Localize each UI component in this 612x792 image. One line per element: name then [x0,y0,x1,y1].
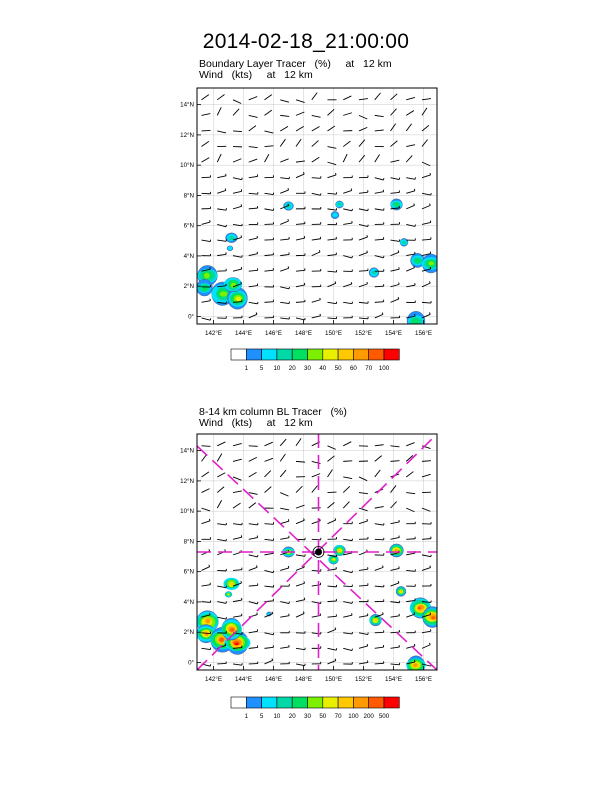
wind-barb [249,645,258,648]
wind-barb [265,633,274,635]
colorbar-swatch [277,697,292,708]
y-tick-label: 10°N [180,162,194,170]
wind-barb [406,472,413,477]
wind-barb [391,645,400,648]
y-tick-label: 14°N [180,447,194,455]
wind-barb [359,477,367,481]
wind-barb [391,446,400,447]
wind-barb [343,502,349,509]
wind-barb [217,454,222,462]
wind-barb [280,566,289,570]
wind-barb [375,538,384,540]
wind-barb [280,631,289,633]
wind-barb [265,442,273,446]
wind-barb [296,648,305,650]
wind-barb [328,599,337,602]
wind-barb [375,585,384,587]
wind-barb [280,536,289,540]
wind-barb [406,537,415,540]
wind-barb [296,486,302,492]
wind-barb [233,503,241,508]
wind-barb [249,446,258,447]
wind-barb [249,503,256,509]
wind-barb [280,439,286,446]
colorbar-label: 500 [378,713,390,720]
wind-barb [391,461,400,462]
y-tick-label: 0° [188,313,194,321]
wind-barb [280,662,289,664]
wind-barb [391,536,400,540]
wind-barb [328,648,337,650]
wind-barb [233,663,242,665]
wind-barb [343,539,352,541]
y-tick-label: 4°N [183,252,194,260]
x-tick-label: 156°E [415,330,432,337]
colorbar-label: 100 [348,713,359,720]
wind-barb [296,518,304,523]
panel2-title-line1: 8-14 km column BL Tracer (%) [199,406,347,418]
colorbar-label: 100 [378,365,390,372]
x-tick-label: 148°E [295,330,312,337]
wind-barb [343,442,351,446]
x-tick-label: 144°E [235,330,252,337]
wind-barb [312,569,321,571]
x-tick-label: 146°E [265,676,282,683]
wind-barb [422,643,430,648]
x-tick-label: 152°E [355,676,372,683]
wind-barb [343,477,352,479]
wind-barb [217,569,226,571]
cross-center-marker [315,549,322,556]
wind-barb [217,617,226,619]
wind-barb [375,565,383,570]
wind-barb [280,508,289,510]
colorbar-label: 5 [259,713,264,720]
wind-barb [312,538,321,540]
wind-barb [391,520,400,524]
wind-barb [217,661,226,663]
wind-barb [265,645,274,648]
tracer-blob [390,544,404,557]
colorbar-label: 5 [259,365,264,372]
colorbar-label: 10 [273,713,281,720]
wind-barb [233,477,241,480]
wind-barb [233,491,242,493]
colorbar-label: 10 [273,365,281,372]
wind-barb [375,456,382,462]
wind-barb [280,645,289,648]
tracer-blob [423,607,443,628]
wind-barb [296,612,304,618]
x-tick-label: 146°E [265,330,282,337]
y-tick-label: 2°N [183,283,194,291]
wind-barb [406,584,415,586]
y-tick-label: 14°N [180,101,194,109]
wind-barb [406,569,415,571]
wind-barb [202,565,210,571]
wind-barb [343,585,352,587]
wind-barb [343,486,350,492]
wind-barb [328,469,333,477]
main-title: 2014-02-18_21:00:00 [202,30,410,53]
wind-barb [217,539,226,541]
colorbar-label: 1 [244,365,249,372]
wind-barb [375,599,384,601]
wind-barb [265,487,272,493]
wind-barb [375,507,384,509]
x-tick-label: 142°E [205,676,222,683]
y-tick-label: 8°N [183,192,194,200]
wind-barb [217,500,221,508]
wind-barb [406,443,414,446]
wind-barb [249,536,258,540]
colorbar-swatch [323,697,338,708]
y-tick-label: 12°N [180,477,194,485]
wind-barb [343,648,352,650]
wind-barb [217,523,226,525]
wind-barb [375,470,381,477]
wind-barb [296,438,301,445]
wind-barb [202,489,210,493]
wind-barb [265,458,273,461]
x-tick-label: 142°E [205,330,222,337]
wind-barb [312,486,318,493]
wind-barb [328,446,336,450]
wind-barb [233,598,242,602]
x-tick-label: 156°E [415,676,432,683]
x-tick-label: 148°E [295,676,312,683]
wind-barb [296,505,305,508]
colorbar-label: 20 [288,713,296,720]
wind-barb [391,630,400,633]
wind-barb [202,600,211,602]
wind-barb [312,583,321,586]
colorbar-swatch [384,697,399,708]
colorbar-swatch [369,697,384,708]
wind-barb [249,583,258,586]
wind-barb [391,566,400,570]
x-tick-label: 154°E [385,676,402,683]
wind-barb [328,518,336,523]
wind-barb [359,493,368,494]
wind-barb [233,523,242,525]
y-tick-label: 6°N [183,222,194,230]
panel2-title-line2: Wind (kts) at 12 km [199,417,313,429]
colorbar-label: 50 [334,365,342,372]
wind-barb [265,471,271,477]
wind-barb [391,485,396,492]
tracer-blob [225,591,232,597]
wind-barb [202,508,211,511]
colorbar-swatch [308,697,323,708]
wind-barb [280,519,289,523]
tracer-blob [369,614,381,626]
wind-barb [202,472,209,477]
wind-barb [312,646,321,648]
wind-barb [249,565,257,570]
colorbar-swatch [292,697,307,708]
wind-barb [202,537,211,539]
tracer-blob [396,586,406,596]
wind-barb [406,631,415,633]
y-tick-label: 6°N [183,568,194,576]
colorbar-label: 50 [319,713,327,720]
colorbar-label: 70 [334,713,342,720]
wind-barb [265,585,274,587]
colorbar-label: 60 [349,365,357,372]
wind-barb [280,614,289,618]
y-tick-label: 2°N [183,629,194,637]
wind-barb [233,443,242,445]
colorbar-label: 1 [244,713,249,720]
colorbar-2 [231,697,399,720]
colorbar-swatch [262,697,277,708]
wind-barb [233,568,242,571]
wind-barb [249,523,258,525]
y-tick-label: 8°N [183,538,194,546]
x-tick-label: 150°E [325,330,342,337]
wind-barb [233,535,242,539]
y-tick-label: 10°N [180,508,194,516]
wind-barb [375,445,384,446]
x-tick-label: 154°E [385,330,402,337]
wind-barb [343,613,352,617]
colorbar-swatch [246,697,261,708]
wind-barb [375,645,384,648]
wind-barb [249,613,258,618]
colorbar-swatch [338,697,353,708]
wind-barb [375,523,384,525]
wind-barb [202,519,211,524]
wind-barb [249,472,257,477]
colorbar-label: 200 [363,713,374,720]
wind-barb [343,461,352,462]
panel1-title-line2: Wind (kts) at 12 km [199,69,313,81]
colorbar-label: 40 [319,365,327,372]
wind-barb [217,473,225,477]
wind-barb [265,522,274,524]
colorbar-label: 30 [304,365,311,372]
colorbar-label: 70 [365,365,373,372]
wind-barb [391,614,400,617]
colorbar-swatch [231,697,246,708]
wind-barb [265,538,274,540]
wind-barb [328,492,337,493]
plot-area-2 [196,434,443,675]
wind-barb [233,459,242,461]
tracer-blob [223,578,239,590]
wind-barb [249,555,258,557]
tracer-blob [334,545,346,556]
wind-barb [328,659,336,664]
wind-barb [265,658,273,663]
wind-barb [406,493,415,494]
wind-barb [202,648,211,650]
y-tick-label: 4°N [183,598,194,606]
tracer-blob [406,656,425,675]
wind-barb [280,493,288,497]
wind-barb [391,581,399,586]
wind-barb [249,493,258,495]
y-tick-label: 12°N [180,131,194,139]
colorbar-label: 30 [304,713,311,720]
x-tick-label: 150°E [325,676,342,683]
wind-barb [375,553,384,555]
wind-barb [249,662,258,664]
panel1-title-line1: Boundary Layer Tracer (%) at 12 km [199,58,392,70]
wind-barb [280,584,289,586]
wind-barb [217,487,224,493]
wind-barb [280,470,286,477]
wind-barb [391,663,400,665]
wind-barb [296,554,305,556]
y-tick-label: 0° [188,659,194,667]
wind-barb [217,442,225,446]
wind-barb [280,454,285,461]
x-tick-label: 144°E [235,676,252,683]
wind-barb [328,585,337,587]
wind-barb [328,614,337,617]
colorbar-label: 20 [288,365,296,372]
wind-barb [312,662,321,664]
colorbar-swatch [353,697,368,708]
wind-barb [296,664,305,666]
wind-barb [202,583,211,586]
wind-barb [233,614,242,617]
wind-barb [375,630,384,632]
wind-barb [249,457,257,461]
wind-barb [406,522,415,524]
x-tick-label: 152°E [355,330,372,337]
